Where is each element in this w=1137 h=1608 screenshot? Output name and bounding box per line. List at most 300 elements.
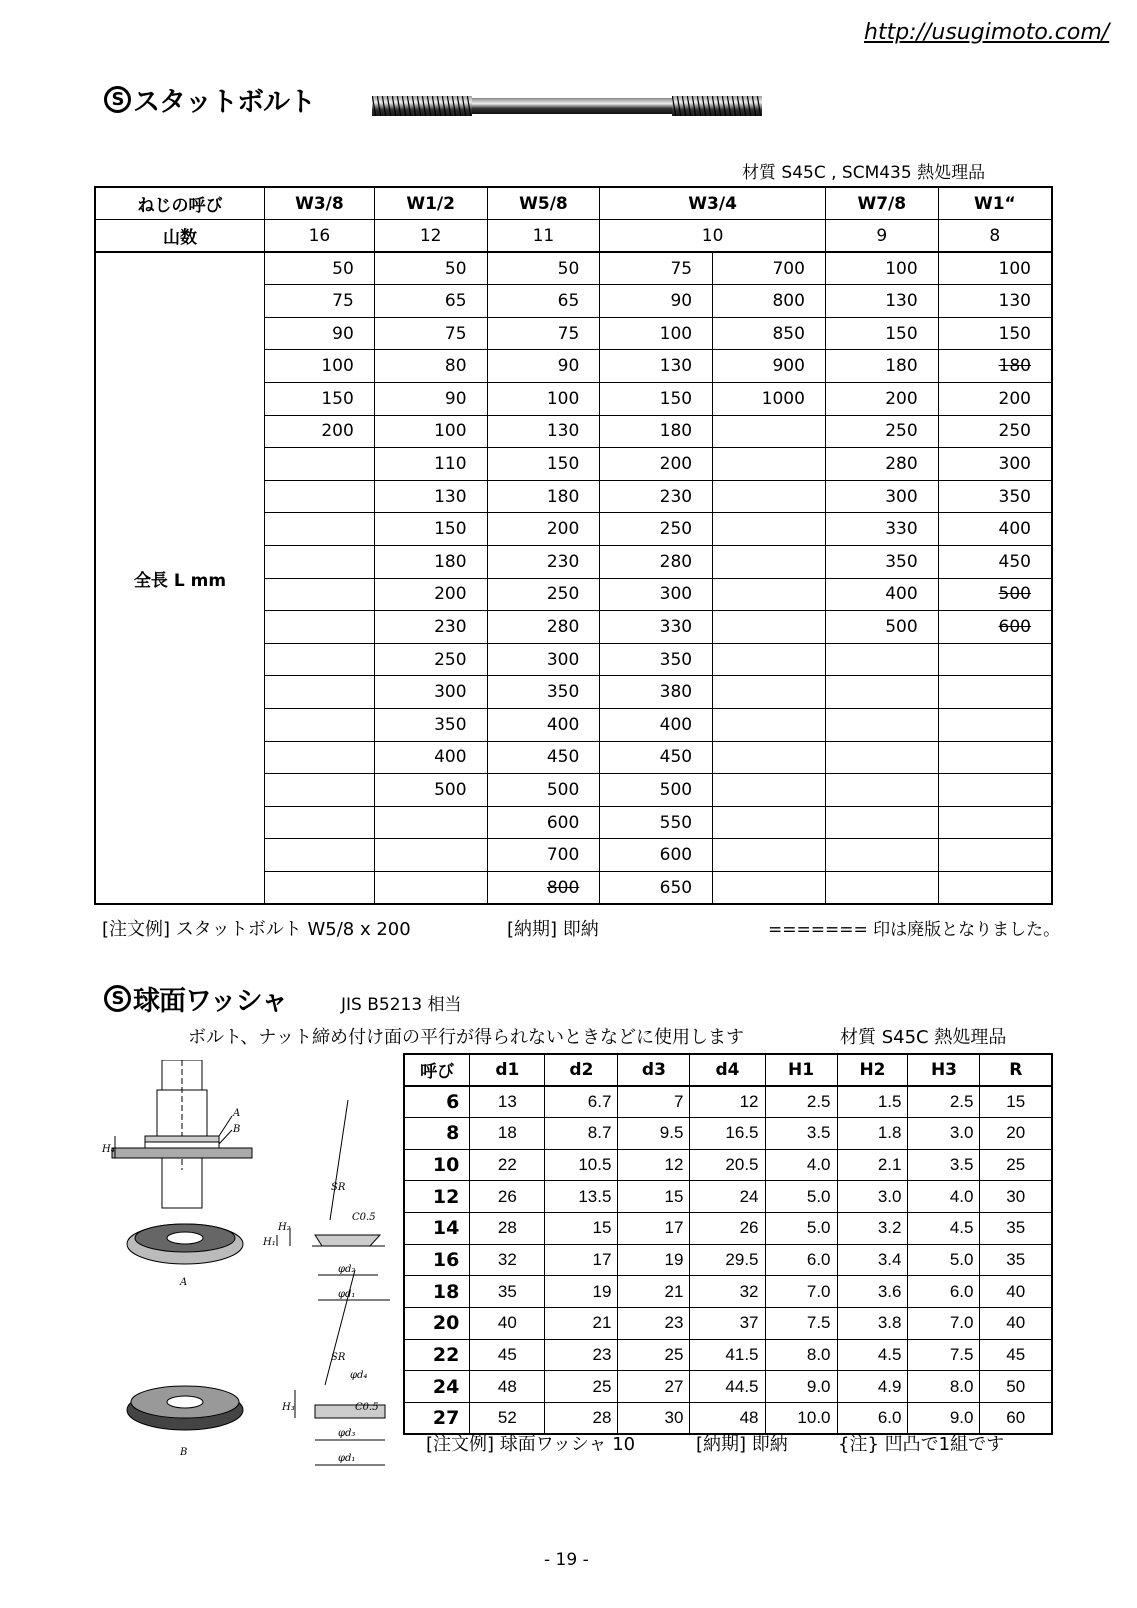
washer-value-cell: 6.0: [837, 1403, 908, 1435]
washer-value-cell: 8.0: [765, 1339, 837, 1371]
washer-value-cell: 10.5: [545, 1149, 618, 1181]
washer-value-cell: 48: [470, 1371, 545, 1403]
washer-value-cell: 9.5: [618, 1117, 690, 1149]
washer-size-cell: 12: [404, 1181, 470, 1213]
stud-section-title: [104, 80, 315, 119]
washer-value-cell: 7: [618, 1086, 690, 1118]
length-cell: [825, 676, 938, 709]
washer-row: [404, 1149, 1052, 1181]
washer-value-cell: 48: [690, 1403, 765, 1435]
s-mark-icon: S: [104, 985, 131, 1012]
length-cell: 150: [938, 317, 1052, 350]
washer-note: {注} 凹凸で1組です: [838, 1434, 1005, 1455]
length-cell: [713, 774, 826, 807]
washer-value-cell: 60: [980, 1403, 1052, 1435]
washer-row: [404, 1086, 1052, 1118]
length-cell: 900: [713, 350, 826, 383]
length-cell: 250: [938, 415, 1052, 448]
discontinued-value: 500: [998, 584, 1031, 605]
length-cell: 800: [713, 285, 826, 318]
length-cell: [374, 806, 487, 839]
length-cell: 90: [374, 383, 487, 416]
washer-size-cell: 20: [404, 1308, 470, 1340]
washer-row: [404, 1212, 1052, 1244]
washer-size-cell: 22: [404, 1339, 470, 1371]
label-d2: φd₂: [338, 1264, 356, 1275]
washer-row: [404, 1339, 1052, 1371]
washer-value-cell: 8.0: [908, 1371, 980, 1403]
washer-column-header: H3: [908, 1054, 980, 1086]
length-cell: 250: [600, 513, 713, 546]
length-cell: 400: [374, 741, 487, 774]
length-cell: 75: [487, 317, 600, 350]
length-cell: 90: [600, 285, 713, 318]
length-cell: [938, 350, 1052, 383]
washer-section-title: [104, 979, 287, 1018]
length-cell: 130: [487, 415, 600, 448]
washer-value-cell: 45: [980, 1339, 1052, 1371]
length-cell: 300: [938, 448, 1052, 481]
length-cell: 90: [487, 350, 600, 383]
stud-title-text: スタットボルト: [133, 87, 315, 118]
washer-value-cell: 17: [618, 1212, 690, 1244]
length-cell: [265, 774, 375, 807]
length-cell: [713, 611, 826, 644]
threads-row: [95, 220, 1052, 253]
length-cell: 100: [374, 415, 487, 448]
length-cell: 550: [600, 806, 713, 839]
washer-drawing: [100, 1060, 400, 1480]
length-cell: 150: [374, 513, 487, 546]
washer-value-cell: 20.5: [690, 1149, 765, 1181]
length-cell: [265, 806, 375, 839]
length-cell: [713, 871, 826, 904]
length-cell: [374, 839, 487, 872]
length-cell: 250: [374, 643, 487, 676]
washer-value-cell: 45: [470, 1339, 545, 1371]
length-cell: [265, 546, 375, 579]
length-cell: 650: [600, 871, 713, 904]
length-cell: 100: [825, 252, 938, 285]
length-cell: [713, 676, 826, 709]
length-cell: [713, 415, 826, 448]
length-cell: [938, 839, 1052, 872]
length-cell: 75: [265, 285, 375, 318]
washer-row: [404, 1371, 1052, 1403]
length-cell: 500: [374, 774, 487, 807]
washer-value-cell: 35: [980, 1244, 1052, 1276]
site-url-link[interactable]: http://usugimoto.com/: [864, 20, 1110, 45]
length-cell: 130: [938, 285, 1052, 318]
length-cell: [938, 806, 1052, 839]
washer-value-cell: 26: [470, 1181, 545, 1213]
washer-value-cell: 50: [980, 1371, 1052, 1403]
washer-column-header: d3: [618, 1054, 690, 1086]
washer-column-header: d4: [690, 1054, 765, 1086]
washer-value-cell: 7.5: [765, 1308, 837, 1340]
length-cell: 90: [265, 317, 375, 350]
threads-value: 10: [600, 220, 826, 253]
washer-header-row: [404, 1054, 1052, 1086]
length-cell: 1000: [713, 383, 826, 416]
length-cell: 230: [487, 546, 600, 579]
length-row: [95, 252, 1052, 285]
length-cell: [713, 513, 826, 546]
threads-value: 16: [265, 220, 375, 253]
washer-value-cell: 16.5: [690, 1117, 765, 1149]
washer-value-cell: 35: [470, 1276, 545, 1308]
length-cell: 200: [825, 383, 938, 416]
length-cell: 350: [938, 480, 1052, 513]
s-mark-icon: S: [104, 86, 131, 113]
label-d3: φd₃: [338, 1428, 356, 1439]
washer-value-cell: 6.0: [765, 1244, 837, 1276]
length-cell: 330: [600, 611, 713, 644]
length-cell: [713, 546, 826, 579]
length-cell: 300: [374, 676, 487, 709]
length-cell: 280: [600, 546, 713, 579]
length-cell: 130: [825, 285, 938, 318]
washer-value-cell: 1.5: [837, 1086, 908, 1118]
label-h4: H₄: [102, 1144, 115, 1155]
washer-value-cell: 5.0: [765, 1212, 837, 1244]
length-cell: [825, 871, 938, 904]
length-cell: [265, 513, 375, 546]
length-cell: 100: [487, 383, 600, 416]
length-cell: 700: [713, 252, 826, 285]
label-c05: C0.5: [352, 1212, 376, 1223]
length-cell: [713, 643, 826, 676]
length-cell: 280: [487, 611, 600, 644]
length-cell: 80: [374, 350, 487, 383]
washer-value-cell: 3.5: [765, 1117, 837, 1149]
washer-material: 材質 S45C 熱処理品: [840, 1027, 1007, 1048]
washer-value-cell: 21: [545, 1308, 618, 1340]
washer-delivery: [納期] 即納: [696, 1434, 788, 1455]
discontinued-value: 180: [998, 356, 1031, 377]
length-cell: 180: [825, 350, 938, 383]
stud-material: 材質 S45C , SCM435 熱処理品: [742, 163, 986, 183]
size-header: W1/2: [374, 187, 487, 220]
length-cell: 350: [374, 709, 487, 742]
length-cell: [713, 741, 826, 774]
length-cell: [265, 741, 375, 774]
length-cell: 75: [600, 252, 713, 285]
size-header: W7/8: [825, 187, 938, 220]
length-cell: 500: [825, 611, 938, 644]
washer-value-cell: 13: [470, 1086, 545, 1118]
length-cell: [265, 643, 375, 676]
washer-value-cell: 15: [545, 1212, 618, 1244]
length-cell: 300: [600, 578, 713, 611]
length-cell: [938, 871, 1052, 904]
length-cell: 450: [487, 741, 600, 774]
washer-row: [404, 1308, 1052, 1340]
length-cell: 230: [600, 480, 713, 513]
washer-value-cell: 1.8: [837, 1117, 908, 1149]
washer-column-header: d1: [470, 1054, 545, 1086]
length-cell: [265, 839, 375, 872]
washer-value-cell: 5.0: [908, 1244, 980, 1276]
length-cell: [713, 806, 826, 839]
length-cell: 65: [487, 285, 600, 318]
stud-bolt-image: [372, 94, 762, 118]
washer-value-cell: 7.0: [908, 1308, 980, 1340]
length-cell: [713, 448, 826, 481]
page-number: - 19 -: [544, 1550, 589, 1570]
washer-value-cell: 2.5: [765, 1086, 837, 1118]
discontinued-value: 800: [546, 877, 580, 898]
washer-value-cell: 2.5: [908, 1086, 980, 1118]
washer-value-cell: 19: [545, 1276, 618, 1308]
washer-value-cell: 3.6: [837, 1276, 908, 1308]
washer-value-cell: 6.0: [908, 1276, 980, 1308]
length-cell: [938, 709, 1052, 742]
washer-value-cell: 4.0: [765, 1149, 837, 1181]
label-a-bottom: A: [180, 1277, 188, 1288]
threads-label: 山数: [95, 220, 265, 253]
washer-value-cell: 12: [618, 1149, 690, 1181]
length-cell: 130: [600, 350, 713, 383]
washer-column-header: d2: [545, 1054, 618, 1086]
washer-column-header: R: [980, 1054, 1052, 1086]
length-cell: 250: [487, 578, 600, 611]
washer-value-cell: 23: [545, 1339, 618, 1371]
length-cell: 200: [265, 415, 375, 448]
length-cell: [713, 839, 826, 872]
washer-value-cell: 3.5: [908, 1149, 980, 1181]
length-cell: 230: [374, 611, 487, 644]
length-cell: 65: [374, 285, 487, 318]
washer-value-cell: 44.5: [690, 1371, 765, 1403]
washer-value-cell: 40: [980, 1308, 1052, 1340]
washer-size-cell: 14: [404, 1212, 470, 1244]
length-cell: [938, 578, 1052, 611]
washer-value-cell: 25: [618, 1339, 690, 1371]
length-cell: 200: [938, 383, 1052, 416]
length-cell: [938, 741, 1052, 774]
length-cell: 50: [487, 252, 600, 285]
threads-value: 8: [938, 220, 1052, 253]
length-cell: 450: [938, 546, 1052, 579]
washer-value-cell: 3.0: [837, 1181, 908, 1213]
washer-value-cell: 21: [618, 1276, 690, 1308]
length-cell: [825, 839, 938, 872]
washer-value-cell: 10.0: [765, 1403, 837, 1435]
washer-value-cell: 29.5: [690, 1244, 765, 1276]
washer-value-cell: 28: [545, 1403, 618, 1435]
size-header: W5/8: [487, 187, 600, 220]
length-cell: 200: [374, 578, 487, 611]
length-cell: 250: [825, 415, 938, 448]
length-cell: 180: [487, 480, 600, 513]
washer-row: [404, 1244, 1052, 1276]
length-cell: [938, 643, 1052, 676]
length-cell: 300: [825, 480, 938, 513]
length-cell: [265, 480, 375, 513]
washer-value-cell: 26: [690, 1212, 765, 1244]
label-sr-b: SR: [331, 1352, 346, 1363]
washer-value-cell: 3.2: [837, 1212, 908, 1244]
washer-value-cell: 6.7: [545, 1086, 618, 1118]
length-cell: [487, 871, 600, 904]
length-cell: 350: [487, 676, 600, 709]
length-cell: 700: [487, 839, 600, 872]
stud-order-example: [注文例] スタットボルト W5/8 x 200: [102, 919, 411, 940]
washer-value-cell: 9.0: [908, 1403, 980, 1435]
washer-value-cell: 41.5: [690, 1339, 765, 1371]
length-cell: [825, 643, 938, 676]
washer-size-cell: 24: [404, 1371, 470, 1403]
washer-value-cell: 22: [470, 1149, 545, 1181]
length-cell: 110: [374, 448, 487, 481]
washer-value-cell: 37: [690, 1308, 765, 1340]
washer-value-cell: 32: [470, 1244, 545, 1276]
label-d1: φd₁: [338, 1289, 356, 1300]
length-cell: 200: [600, 448, 713, 481]
washer-size-cell: 27: [404, 1403, 470, 1435]
length-cell: 100: [938, 252, 1052, 285]
length-cell: 180: [374, 546, 487, 579]
length-cell: [265, 676, 375, 709]
washer-row: [404, 1181, 1052, 1213]
washer-title-text: 球面ワッシャ: [133, 986, 288, 1017]
length-cell: [713, 709, 826, 742]
label-d1-b: φd₁: [338, 1453, 356, 1464]
washer-value-cell: 3.0: [908, 1117, 980, 1149]
length-cell: 400: [487, 709, 600, 742]
washer-value-cell: 4.5: [908, 1212, 980, 1244]
washer-value-cell: 5.0: [765, 1181, 837, 1213]
washer-order-example: [注文例] 球面ワッシャ 10: [426, 1434, 636, 1455]
washer-value-cell: 30: [618, 1403, 690, 1435]
label-h2: H₂: [278, 1222, 291, 1233]
threads-value: 9: [825, 220, 938, 253]
washer-value-cell: 3.4: [837, 1244, 908, 1276]
size-header: W3/8: [265, 187, 375, 220]
discontinued-value: 600: [998, 617, 1031, 638]
length-cell: [713, 578, 826, 611]
washer-value-cell: 25: [545, 1371, 618, 1403]
washer-value-cell: 27: [618, 1371, 690, 1403]
length-cell: 280: [825, 448, 938, 481]
length-cell: 350: [600, 643, 713, 676]
washer-column-header: 呼び: [404, 1054, 470, 1086]
size-header: W3/4: [600, 187, 826, 220]
length-cell: 450: [600, 741, 713, 774]
length-cell: [265, 871, 375, 904]
washer-standard: JIS B5213 相当: [341, 995, 462, 1015]
length-cell: 50: [374, 252, 487, 285]
length-cell: 350: [825, 546, 938, 579]
size-header-row: [95, 187, 1052, 220]
washer-size-cell: 6: [404, 1086, 470, 1118]
length-cell: [713, 480, 826, 513]
washer-value-cell: 18: [470, 1117, 545, 1149]
washer-table: [403, 1053, 1053, 1435]
size-header: W1“: [938, 187, 1052, 220]
washer-row: [404, 1276, 1052, 1308]
label-a: A: [233, 1108, 241, 1119]
washer-value-cell: 23: [618, 1308, 690, 1340]
washer-value-cell: 24: [690, 1181, 765, 1213]
length-cell: [938, 774, 1052, 807]
length-cell: [938, 676, 1052, 709]
length-cell: [825, 709, 938, 742]
washer-value-cell: 35: [980, 1212, 1052, 1244]
label-sr: SR: [331, 1182, 346, 1193]
header-label: ねじの呼び: [95, 187, 265, 220]
length-cell: 50: [265, 252, 375, 285]
stud-delivery: [納期] 即納: [507, 919, 599, 940]
length-cell: 400: [600, 709, 713, 742]
threads-value: 12: [374, 220, 487, 253]
washer-value-cell: 17: [545, 1244, 618, 1276]
washer-value-cell: 15: [618, 1181, 690, 1213]
washer-value-cell: 2.1: [837, 1149, 908, 1181]
washer-value-cell: 4.9: [837, 1371, 908, 1403]
length-cell: 150: [600, 383, 713, 416]
length-cell: 180: [600, 415, 713, 448]
length-cell: 330: [825, 513, 938, 546]
washer-size-cell: 16: [404, 1244, 470, 1276]
washer-value-cell: 9.0: [765, 1371, 837, 1403]
washer-size-cell: 10: [404, 1149, 470, 1181]
length-cell: 150: [265, 383, 375, 416]
discontinued-note: ======= 印は廃版となりました。: [768, 920, 1061, 940]
washer-value-cell: 40: [980, 1276, 1052, 1308]
length-cell: 850: [713, 317, 826, 350]
length-cell: 400: [938, 513, 1052, 546]
washer-column-header: H2: [837, 1054, 908, 1086]
washer-value-cell: 30: [980, 1181, 1052, 1213]
length-cell: 400: [825, 578, 938, 611]
length-cell: [265, 611, 375, 644]
washer-value-cell: 25: [980, 1149, 1052, 1181]
length-cell: 100: [600, 317, 713, 350]
label-b: B: [233, 1124, 241, 1135]
label-d4: φd₄: [350, 1370, 368, 1381]
washer-value-cell: 28: [470, 1212, 545, 1244]
washer-value-cell: 13.5: [545, 1181, 618, 1213]
washer-value-cell: 7.0: [765, 1276, 837, 1308]
length-label: 全長 L mm: [95, 252, 265, 904]
washer-value-cell: 12: [690, 1086, 765, 1118]
length-cell: [938, 611, 1052, 644]
washer-value-cell: 7.5: [908, 1339, 980, 1371]
length-cell: 600: [487, 806, 600, 839]
washer-value-cell: 3.8: [837, 1308, 908, 1340]
length-cell: [374, 871, 487, 904]
washer-value-cell: 20: [980, 1117, 1052, 1149]
washer-size-cell: 8: [404, 1117, 470, 1149]
length-cell: [265, 578, 375, 611]
length-cell: 200: [487, 513, 600, 546]
washer-usage: ボルト、ナット締め付け面の平行が得られないときなどに使用します: [188, 1027, 745, 1048]
length-cell: [825, 741, 938, 774]
washer-value-cell: 15: [980, 1086, 1052, 1118]
stud-bolt-table: [94, 186, 1053, 905]
length-cell: [825, 806, 938, 839]
length-cell: 500: [600, 774, 713, 807]
length-cell: [265, 709, 375, 742]
length-cell: 300: [487, 643, 600, 676]
washer-value-cell: 4.0: [908, 1181, 980, 1213]
length-cell: 75: [374, 317, 487, 350]
length-cell: 100: [265, 350, 375, 383]
label-b-bottom: B: [180, 1447, 188, 1458]
washer-row: [404, 1117, 1052, 1149]
